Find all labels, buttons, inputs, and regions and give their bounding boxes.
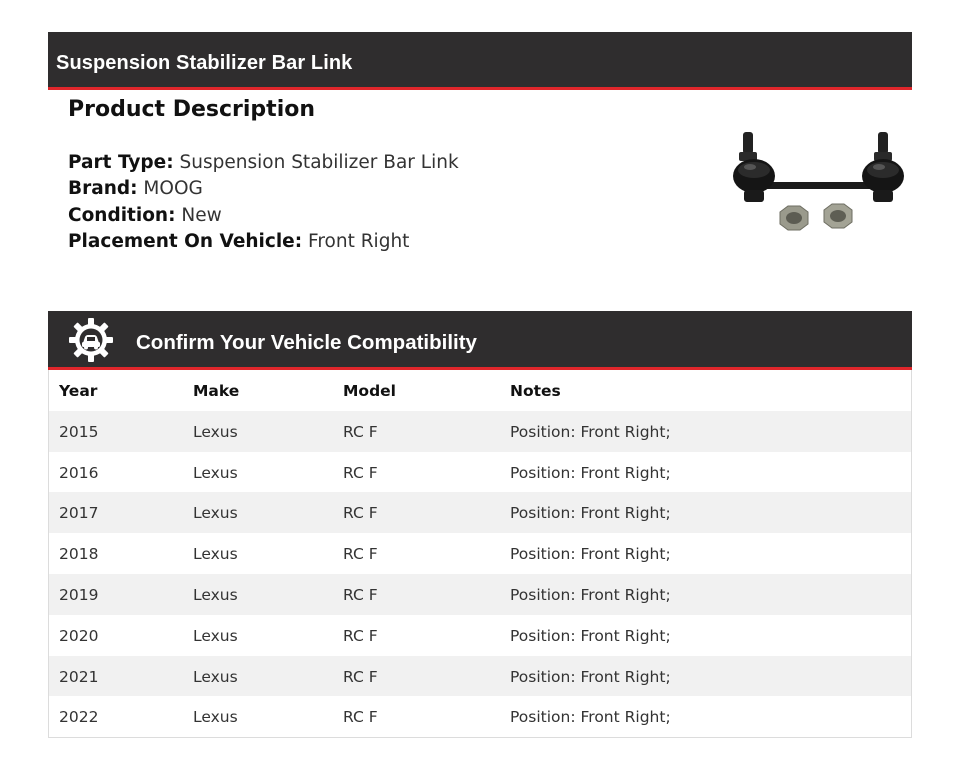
spec-placement [68,229,459,255]
spec-condition [68,203,459,229]
cell-notes: Position: Front Right; [510,504,671,523]
table-row [49,574,911,615]
cell-make: Lexus [193,545,238,564]
cell-year: 2015 [59,422,99,441]
cell-notes: Position: Front Right; [510,545,671,564]
cell-model: RC F [343,422,378,441]
cell-model: RC F [343,708,378,727]
compatibility-table [48,370,912,738]
spec-label: Brand: [68,178,138,200]
cell-year: 2021 [59,667,99,686]
spec-label: Part Type: [68,152,174,173]
cell-model: RC F [343,667,378,686]
cell-year: 2019 [59,585,99,604]
cell-model: RC F [343,463,378,482]
cell-make: Lexus [193,667,238,686]
description-heading: Product Description [68,97,316,122]
cell-notes: Position: Front Right; [510,667,671,686]
cell-year: 2022 [59,708,99,727]
cell-make: Lexus [193,708,238,727]
compatibility-title: Confirm Your Vehicle Compatibility [136,331,477,354]
table-row [49,656,911,697]
cell-notes: Position: Front Right; [510,708,671,727]
table-header-row [49,370,911,411]
compatibility-bar [48,311,912,370]
spec-part-type [68,150,459,176]
cell-make: Lexus [193,463,238,482]
table-row [49,615,911,656]
cell-model: RC F [343,626,378,645]
gear-car-icon [69,318,113,362]
cell-notes: Position: Front Right; [510,422,671,441]
column-header-make: Make [193,382,240,400]
spec-value: Suspension Stabilizer Bar Link [179,152,459,173]
cell-make: Lexus [193,504,238,523]
cell-make: Lexus [193,422,238,441]
spec-brand [68,176,459,202]
spec-label: Placement On Vehicle: [68,231,303,253]
product-title: Suspension Stabilizer Bar Link [56,52,353,74]
cell-notes: Position: Front Right; [510,463,671,482]
spec-value: Front Right [308,231,410,253]
cell-year: 2017 [59,504,99,523]
cell-year: 2016 [59,463,99,482]
spec-value: MOOG [143,178,203,200]
spec-value: New [181,204,222,226]
column-header-model: Model [343,382,396,400]
cell-make: Lexus [193,626,238,645]
cell-model: RC F [343,585,378,604]
column-header-notes: Notes [510,382,561,400]
cell-make: Lexus [193,585,238,604]
cell-year: 2020 [59,626,99,645]
table-row [49,696,911,737]
cell-notes: Position: Front Right; [510,585,671,604]
cell-model: RC F [343,545,378,564]
table-row [49,411,911,452]
description-list [68,150,459,256]
product-title-bar [48,32,912,90]
cell-year: 2018 [59,545,99,564]
spec-label: Condition: [68,204,176,226]
column-header-year: Year [59,382,98,400]
table-row [49,452,911,493]
table-row [49,492,911,533]
cell-notes: Position: Front Right; [510,626,671,645]
product-image [726,126,908,242]
table-row [49,533,911,574]
cell-model: RC F [343,504,378,523]
